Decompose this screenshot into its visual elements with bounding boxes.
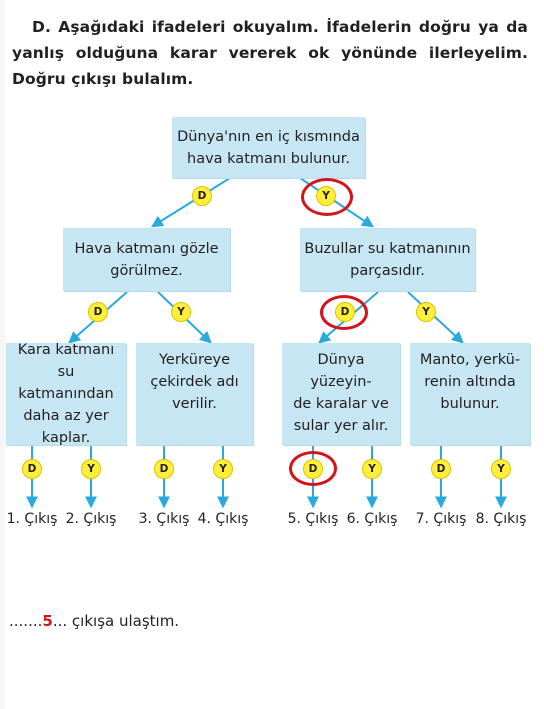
false-marker: Y (316, 186, 336, 206)
exit-label-8: 8. Çıkış (475, 511, 527, 527)
true-marker: D (303, 459, 323, 479)
false-marker: Y (171, 302, 191, 322)
true-marker: D (431, 459, 451, 479)
false-marker: Y (213, 459, 233, 479)
leaf-3-line-3: sular yer alır. (293, 418, 389, 434)
leaf-4-line-3: bulunur. (440, 396, 500, 412)
exit-label-1: 1. Çıkış (6, 511, 58, 527)
true-marker: D (22, 459, 42, 479)
leaf-1-line-1: Kara katmanı (17, 342, 115, 358)
true-marker: D (154, 459, 174, 479)
answer-suffix: çıkışa ulaştım. (71, 612, 180, 630)
instruction-line-2: yanlış olduğuna karar vererek ok yönünde ilerleyelim. Doğru (12, 44, 528, 88)
level1-statement-left (63, 228, 230, 291)
level1-right-line-2: parçasıdır. (350, 262, 425, 279)
answer-dots-before: ....... (9, 612, 43, 630)
level1-left-line-2: görülmez. (110, 262, 183, 279)
level1-left-line-1: Hava katmanı gözle (74, 240, 219, 257)
exit-label-3: 3. Çıkış (138, 511, 190, 527)
instruction-line-3: çıkışı bulalım. (71, 70, 194, 88)
leaf-4-line-1: Manto, yerkü- (419, 352, 521, 368)
true-marker: D (192, 186, 212, 206)
arrow-l1b-y (408, 292, 462, 342)
answer-line (9, 612, 179, 630)
leaf-2-line-1: Yerküreye (158, 352, 231, 368)
level1-statement-right (300, 228, 475, 291)
leaf-1-line-3: daha az yer (23, 408, 109, 424)
leaf-statement-4 (410, 343, 530, 445)
leaf-3-line-2: de karalar ve (293, 396, 389, 412)
true-marker: D (88, 302, 108, 322)
answer-value: 5 (42, 612, 53, 630)
answer-dots-after: ... (52, 612, 68, 630)
selected-path-circle (289, 451, 337, 486)
exit-label-5: 5. Çıkış (287, 511, 339, 527)
false-marker: Y (81, 459, 101, 479)
true-marker: D (335, 302, 355, 322)
leaf-2-line-2: çekirdek adı (150, 374, 239, 390)
leaf-1-line-4: kaplar. (41, 430, 91, 446)
leaf-2-line-3: verilir. (172, 396, 217, 412)
leaf-1-line-2: su katmanından (18, 364, 114, 402)
root-statement-line-1: Dünya'nın en iç kısmında (177, 128, 360, 145)
false-marker: Y (491, 459, 511, 479)
leaf-3-line-1: Dünya yüzeyin- (310, 352, 372, 390)
exit-label-7: 7. Çıkış (415, 511, 467, 527)
instruction-line-1: D. Aşağıdaki ifadeleri okuyalım. İfadelerin doğru ya da (32, 18, 528, 36)
leaf-statement-2 (136, 343, 253, 445)
false-marker: Y (362, 459, 382, 479)
leaf-4-line-2: renin altında (424, 374, 516, 390)
root-statement-box (172, 117, 365, 178)
selected-path-circle (320, 295, 368, 330)
level1-right-line-1: Buzullar su katmanının (304, 240, 471, 257)
false-marker: Y (416, 302, 436, 322)
selected-path-circle (301, 178, 353, 216)
exit-label-6: 6. Çıkış (346, 511, 398, 527)
exit-label-4: 4. Çıkış (197, 511, 249, 527)
arrow-root-d (153, 178, 230, 226)
exit-label-2: 2. Çıkış (65, 511, 117, 527)
leaf-statement-1 (6, 343, 126, 445)
leaf-statement-3 (282, 343, 400, 445)
root-statement-line-2: hava katmanı bulunur. (187, 150, 350, 167)
